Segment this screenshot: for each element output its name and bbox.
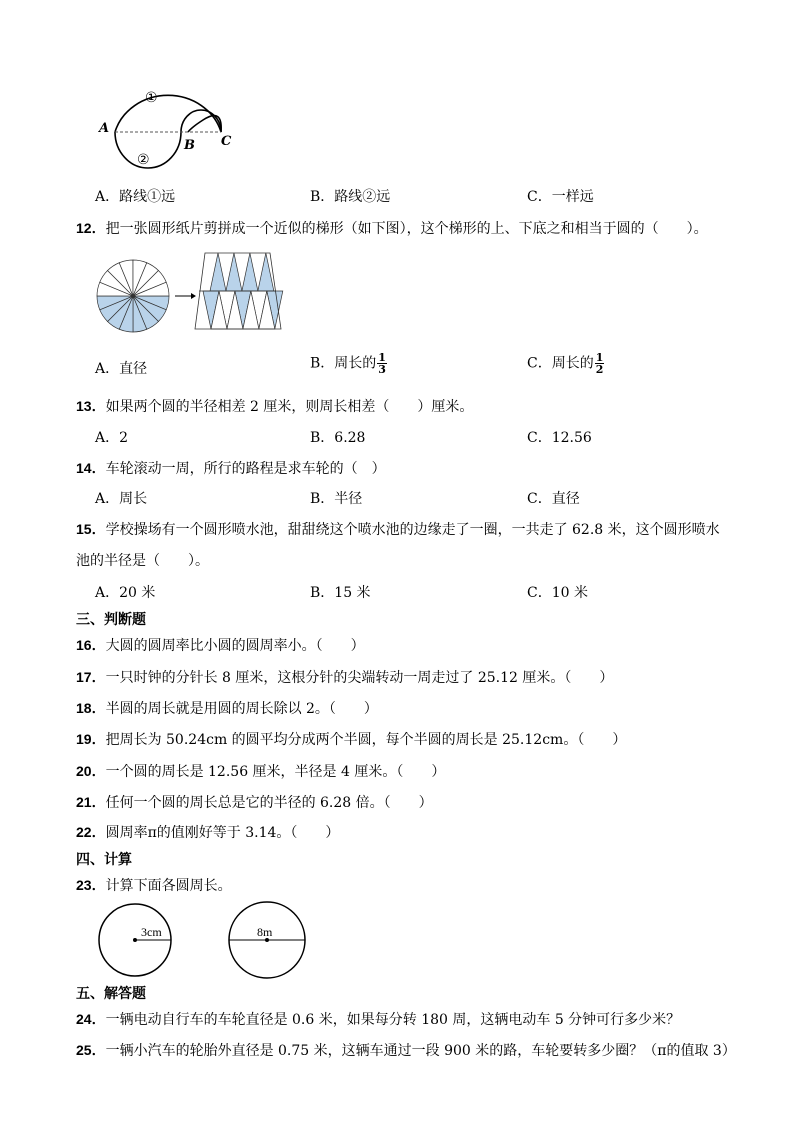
q15-option-c[interactable]: C．10 米: [527, 585, 588, 601]
question-text: 一辆电动自行车的车轮直径是 0.6 米，如果每分转 180 周，这辆电动车 5 分钟可行多少米？: [105, 1012, 681, 1028]
q15-option-b[interactable]: B．15 米: [310, 585, 371, 601]
q11-option-a[interactable]: A．路线①远: [95, 189, 176, 205]
question-23: [76, 875, 232, 895]
section-5-heading: 五、解答题: [76, 986, 146, 1002]
trapezoid-sector: [242, 253, 258, 291]
q13-option-a[interactable]: A．2: [95, 430, 129, 446]
q11-option-c[interactable]: C．一样远: [527, 189, 594, 205]
question-number: 12．: [76, 220, 106, 236]
question-number: 13．: [76, 398, 106, 414]
question-text: 大圆的圆周率比小圆的圆周率小。（ ）: [105, 638, 365, 654]
question-number: 20．: [76, 763, 106, 779]
diameter-label: 8m: [257, 925, 273, 939]
question-25: [76, 1040, 736, 1060]
q13-option-c[interactable]: C．12.56: [527, 430, 592, 446]
fraction: [377, 352, 387, 375]
option-text: B．周长的: [310, 355, 377, 372]
label-2: ②: [137, 152, 150, 168]
question-text: 一辆小汽车的轮胎外直径是 0.75 米，这辆车通过一段 900 米的路，车轮要转多少圈？（π的值取 3）: [105, 1043, 736, 1059]
question-15-line-2: 池的半径是（ ）。: [76, 553, 209, 569]
question-14: [76, 458, 386, 478]
question-number: 19．: [76, 731, 106, 747]
question-text: 圆周率π的值刚好等于 3.14。（ ）: [105, 825, 340, 841]
q14-option-c[interactable]: C．直径: [527, 491, 580, 507]
fraction-numerator: 1: [595, 351, 604, 364]
question-number: 17．: [76, 669, 106, 685]
q15-option-a[interactable]: A．20 米: [95, 585, 156, 601]
label-1: ①: [145, 90, 158, 106]
fraction-denominator: 2: [595, 363, 604, 376]
question-21: [76, 792, 433, 812]
label-a: A: [99, 121, 110, 136]
sector-circle: [97, 260, 169, 332]
q13-option-b[interactable]: B．6.28: [310, 430, 366, 446]
question-15: [76, 519, 720, 539]
q11-route-figure: [95, 75, 235, 175]
trapezoid-sector: [226, 253, 242, 291]
trapezoid-sector: [258, 253, 274, 291]
question-text: 学校操场有一个圆形喷水池，甜甜绕这个喷水池的边缘走了一圈，一共走了 62.8 米，这个圆形喷水: [105, 522, 720, 538]
question-number: 21．: [76, 794, 106, 810]
question-text: 任何一个圆的周长总是它的半径的 6.28 倍。（ ）: [105, 795, 433, 811]
trapezoid-sector: [210, 253, 226, 291]
trapezoid-figure: [195, 253, 283, 329]
question-text: 把周长为 50.24cm 的圆平均分成两个半圆，每个半圆的周长是 25.12cm。（ ）: [105, 732, 627, 748]
question-17: [76, 667, 613, 687]
question-16: [76, 635, 365, 655]
question-number: 14．: [76, 460, 106, 476]
label-c: C: [221, 134, 232, 149]
section-4-heading: 四、计算: [76, 852, 132, 868]
q23-circles-figure: [95, 903, 325, 983]
question-number: 18．: [76, 700, 106, 716]
q12-option-b[interactable]: [310, 352, 387, 375]
radius-label: 3cm: [141, 925, 162, 939]
question-24: [76, 1009, 680, 1029]
question-12: [76, 218, 708, 238]
question-number: 22．: [76, 824, 106, 840]
question-number: 25．: [76, 1042, 106, 1058]
question-number: 16．: [76, 637, 106, 653]
q12-circle-to-trapezoid-figure: [95, 250, 285, 335]
route-1-arc: [115, 95, 221, 132]
question-19: [76, 729, 626, 749]
q14-option-b[interactable]: B．半径: [310, 491, 363, 507]
q12-option-c[interactable]: [527, 352, 604, 375]
section-3-heading: 三、判断题: [76, 612, 146, 628]
question-number: 23．: [76, 877, 106, 893]
label-b: B: [184, 138, 195, 153]
fraction: [595, 352, 605, 375]
option-text: C．周长的: [527, 355, 594, 372]
question-18: [76, 698, 378, 718]
arrow-icon: [175, 293, 196, 299]
question-text: 车轮滚动一周，所行的路程是求车轮的（ ）: [105, 461, 386, 477]
question-text: 计算下面各圆周长。: [105, 878, 232, 894]
question-text: 把一张圆形纸片剪拼成一个近似的梯形（如下图），这个梯形的上、下底之和相当于圆的（ ）。: [105, 221, 708, 237]
fraction-denominator: 3: [378, 363, 386, 376]
q11-option-b[interactable]: B．路线②远: [310, 189, 391, 205]
question-text: 半圆的周长就是用圆的周长除以 2。（ ）: [105, 701, 378, 717]
question-20: [76, 761, 445, 781]
question-22: [76, 822, 339, 842]
fraction-numerator: 1: [378, 351, 386, 364]
question-text: 如果两个圆的半径相差 2 厘米，则周长相差（ ）厘米。: [105, 399, 474, 415]
question-13: [76, 396, 473, 416]
q14-option-a[interactable]: A．周长: [95, 491, 148, 507]
q12-option-a[interactable]: A．直径: [95, 361, 148, 377]
question-number: 24．: [76, 1011, 106, 1027]
question-number: 15．: [76, 521, 106, 537]
question-text: 一个圆的周长是 12.56 厘米，半径是 4 厘米。（ ）: [105, 764, 446, 780]
question-text: 一只时钟的分针长 8 厘米，这根分针的尖端转动一周走过了 25.12 厘米。（ ）: [105, 670, 614, 686]
